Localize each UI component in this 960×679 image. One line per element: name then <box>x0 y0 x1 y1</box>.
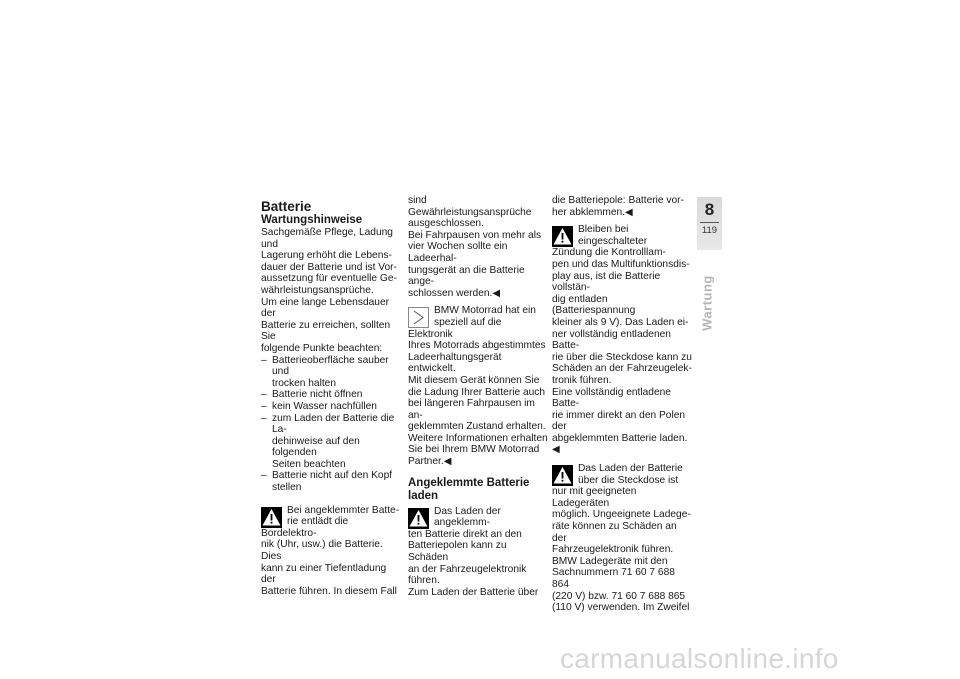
watermark: carmanualsonline.info <box>560 643 839 674</box>
end-mark-icon: ◀ <box>625 206 633 218</box>
end-mark-icon: ◀ <box>552 444 560 456</box>
subheading-angeklemmte-batterie: Angeklemmte Batterie laden <box>408 476 530 502</box>
page-number: 119 <box>701 225 718 236</box>
warning-note: Bleiben bei eingeschalteter Zündung die Kontrolllam- pen und das Multifunktionsdis- play aus, ist die Batterie vollstän- dig entladen (Batteriespannung kleiner als 9 V). Das Laden ei- ner vollständig entladenen Batte- rie über die Steckdose kann zu Schäden an der Fahrzeugelek- tronik führen. Eine vollständig entladene Batte- rie immer direkt an den Polen der abgeklemmten Batterie laden.◀ <box>552 224 692 456</box>
warning-icon <box>261 507 282 528</box>
warning-icon <box>408 508 429 529</box>
bullet-list <box>261 355 401 494</box>
warning-icon <box>552 465 573 486</box>
divider <box>700 222 719 223</box>
section-heading: Batterie <box>261 199 312 214</box>
continuation-paragraph: sind Gewährleistungsansprüche ausgeschlossen. Bei Fahrpausen von mehr als vier Wochen sollte ein Ladeerhal- tungsgerät an die Batterie ange- schlossen werden.◀ <box>408 195 542 299</box>
list-item: – Batterieoberfläche sauber und trocken halten <box>261 355 401 390</box>
chapter-number: 8 <box>704 200 715 219</box>
info-note: BMW Motorrad hat ein speziell auf die Elektronik Ihres Motorrads abgestimmtes Ladeerhaltungsgerät entwickelt. Mit diesem Gerät können Sie die Ladung Ihrer Batterie auch bei längeren Fahrpausen im an- geklemmten Zustand erhalten. Weitere Informationen erhalten Sie bei Ihrem BMW Motorrad Partner.◀ <box>408 305 548 468</box>
continuation-paragraph: die Batteriepole: Batterie vor- her abklemmen.◀ <box>552 195 684 218</box>
warning-note: Bei angeklemmter Batte- rie entlädt die Bordelektro- nik (Uhr, usw.) die Batterie. Dies kann zu einer Tiefentladung der Batterie führen. In diesem Fall <box>261 504 400 597</box>
column-3 <box>552 195 692 614</box>
intro-paragraph: Sachgemäße Pflege, Ladung und Lagerung erhöht die Lebens- dauer der Batterie und ist Vor- aussetzung für eventuelle Ge- währleistungsansprüche. Um eine lange Lebensdauer der Batterie zu erreichen, sollten Sie folgende Punkte beachten: <box>261 227 397 354</box>
list-item: – Batterie nicht auf den Kopf stellen <box>261 470 401 493</box>
end-mark-icon: ◀ <box>492 287 501 299</box>
column-2 <box>408 195 548 598</box>
warning-note: Das Laden der Batterie über die Steckdose ist nur mit geeigneten Ladegeräten möglich. Ungeeignete Ladege- räte können zu Schäden an der Fahrzeugelektronik führen. BMW Ladegeräte mit den Sachnummern 71 60 7 688 864 (220 V) bzw. 71 60 7 688 865 (110 V) verwenden. Im Zweifel <box>552 463 691 614</box>
chapter-tab <box>697 197 722 250</box>
subheading-wartungshinweise: Wartungshinweise <box>261 214 363 226</box>
chapter-side-label: Wartung <box>699 275 715 331</box>
list-item: – zum Laden der Batterie die La- dehinweise auf den folgenden Seiten beachten <box>261 413 401 471</box>
list-item: – Batterie nicht öffnen <box>261 389 401 401</box>
column-1 <box>261 214 401 597</box>
list-item: – kein Wasser nachfüllen <box>261 401 401 413</box>
warning-note: Das Laden der angeklemm- ten Batterie direkt an den Batteriepolen kann zu Schäden an der Fahrzeugelektronik führen. Zum Laden der Batterie über <box>408 505 539 598</box>
info-icon <box>408 307 429 328</box>
end-mark-icon: ◀ <box>443 456 452 468</box>
warning-icon <box>552 226 573 247</box>
